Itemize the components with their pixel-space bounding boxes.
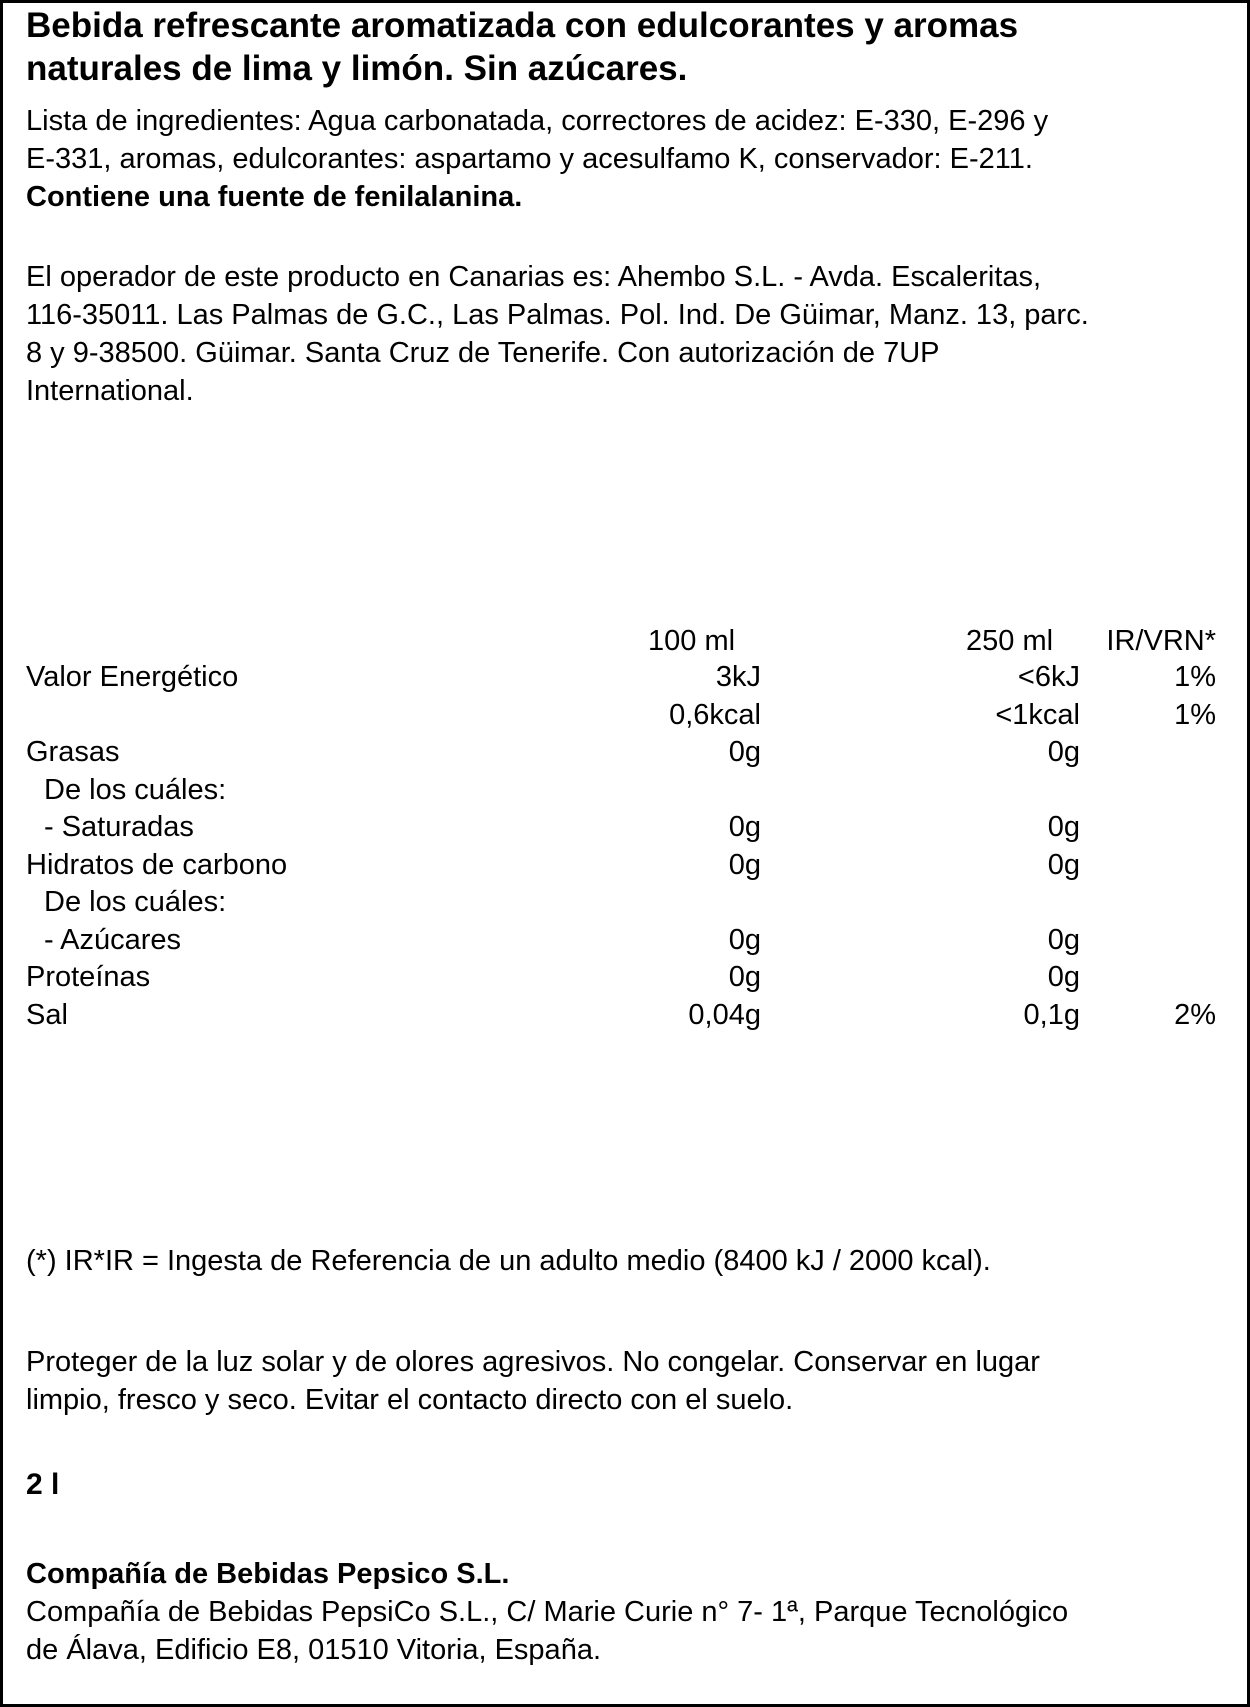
nutrient-label: Valor Energético (26, 661, 239, 693)
value-per100: 0g (728, 848, 761, 881)
header-ir: IR/VRN* (1106, 625, 1216, 657)
value-per100: 0g (728, 923, 761, 956)
nutrition-row (26, 697, 1226, 735)
nutrition-row (26, 659, 1226, 697)
volume: 2 l (26, 1468, 60, 1501)
company-name: Compañía de Bebidas Pepsico S.L. (26, 1558, 510, 1590)
nutrition-row (26, 734, 1226, 772)
nutrient-label: - Azúcares (44, 923, 181, 956)
value-per250: 0g (1047, 961, 1080, 993)
value-per250: 0g (1047, 811, 1080, 843)
nutrient-label: Hidratos de carbono (26, 848, 288, 881)
nutrient-label: Proteínas (26, 961, 151, 993)
nutrition-row (26, 884, 1226, 922)
value-per250: 0g (1047, 848, 1080, 881)
value-per100: 0,04g (688, 998, 761, 1031)
nutrient-label: De los cuáles: (44, 773, 227, 806)
value-ir: 1% (1174, 698, 1216, 731)
ingredients-block (26, 102, 1226, 216)
operator-line-4: International. (26, 375, 194, 407)
storage-line-2: limpio, fresco y seco. Evitar el contacto directo con el suelo. (26, 1384, 794, 1416)
value-per100: 0g (728, 811, 761, 843)
footnote: (*) IR*IR = Ingesta de Referencia de un adulto medio (8400 kJ / 2000 kcal). (26, 1245, 991, 1277)
company-block (26, 1555, 1226, 1669)
nutrition-row (26, 809, 1226, 847)
title-line-1: Bebida refrescante aromatizada con edulcorantes y aromas (26, 6, 1019, 45)
nutrition-row (26, 922, 1226, 960)
value-per100: 0g (728, 736, 761, 768)
value-per100: 0g (728, 961, 761, 993)
operator-line-1: El operador de este producto en Canarias es: Ahembo S.L. - Avda. Escaleritas, (26, 261, 1042, 293)
value-ir: 1% (1174, 661, 1216, 693)
operator-block (26, 258, 1226, 410)
company-address-line-1: Compañía de Bebidas PepsiCo S.L., C/ Marie Curie n° 7- 1ª, Parque Tecnológico (26, 1596, 1069, 1628)
title-line-2: naturales de lima y limón. Sin azúcares. (26, 49, 688, 88)
storage-line-1: Proteger de la luz solar y de olores agresivos. No congelar. Conservar en lugar (26, 1346, 1040, 1378)
header-per100: 100 ml (648, 625, 736, 657)
nutrient-label: Grasas (26, 736, 120, 768)
header-per250: 250 ml (966, 625, 1054, 657)
value-per100: 3kJ (715, 661, 761, 693)
value-per100: 0,6kcal (669, 698, 761, 731)
value-per250: <1kcal (995, 698, 1080, 731)
ingredients-line-2: E-331, aromas, edulcorantes: aspartamo y acesulfamo K, conservador: E-211. (26, 143, 1033, 175)
product-title (26, 4, 1226, 90)
ingredients-line-1: Lista de ingredientes: Agua carbonatada, correctores de acidez: E-330, E-296 y (26, 105, 1049, 137)
nutrition-table (26, 659, 1226, 1034)
operator-line-3: 8 y 9-38500. Güimar. Santa Cruz de Tenerife. Con autorización de 7UP (26, 337, 940, 369)
nutrient-label: - Saturadas (44, 811, 194, 843)
value-ir: 2% (1174, 998, 1216, 1031)
nutrition-row (26, 959, 1226, 997)
company-address-line-2: de Álava, Edificio E8, 01510 Vitoria, España. (26, 1634, 602, 1666)
value-per250: 0g (1047, 923, 1080, 956)
storage-block (26, 1343, 1226, 1419)
nutrition-header (26, 622, 1226, 660)
phenylalanine-warning: Contiene una fuente de fenilalanina. (26, 181, 523, 213)
nutrition-row (26, 772, 1226, 810)
operator-line-2: 116-35011. Las Palmas de G.C., Las Palmas. Pol. Ind. De Güimar, Manz. 13, parc. (26, 299, 1089, 331)
nutrient-label: Sal (26, 998, 68, 1031)
nutrient-label: De los cuáles: (44, 886, 227, 918)
value-per250: <6kJ (1017, 661, 1080, 693)
value-per250: 0g (1047, 736, 1080, 768)
value-per250: 0,1g (1023, 998, 1080, 1031)
nutrition-row (26, 847, 1226, 885)
nutrition-row (26, 997, 1226, 1035)
